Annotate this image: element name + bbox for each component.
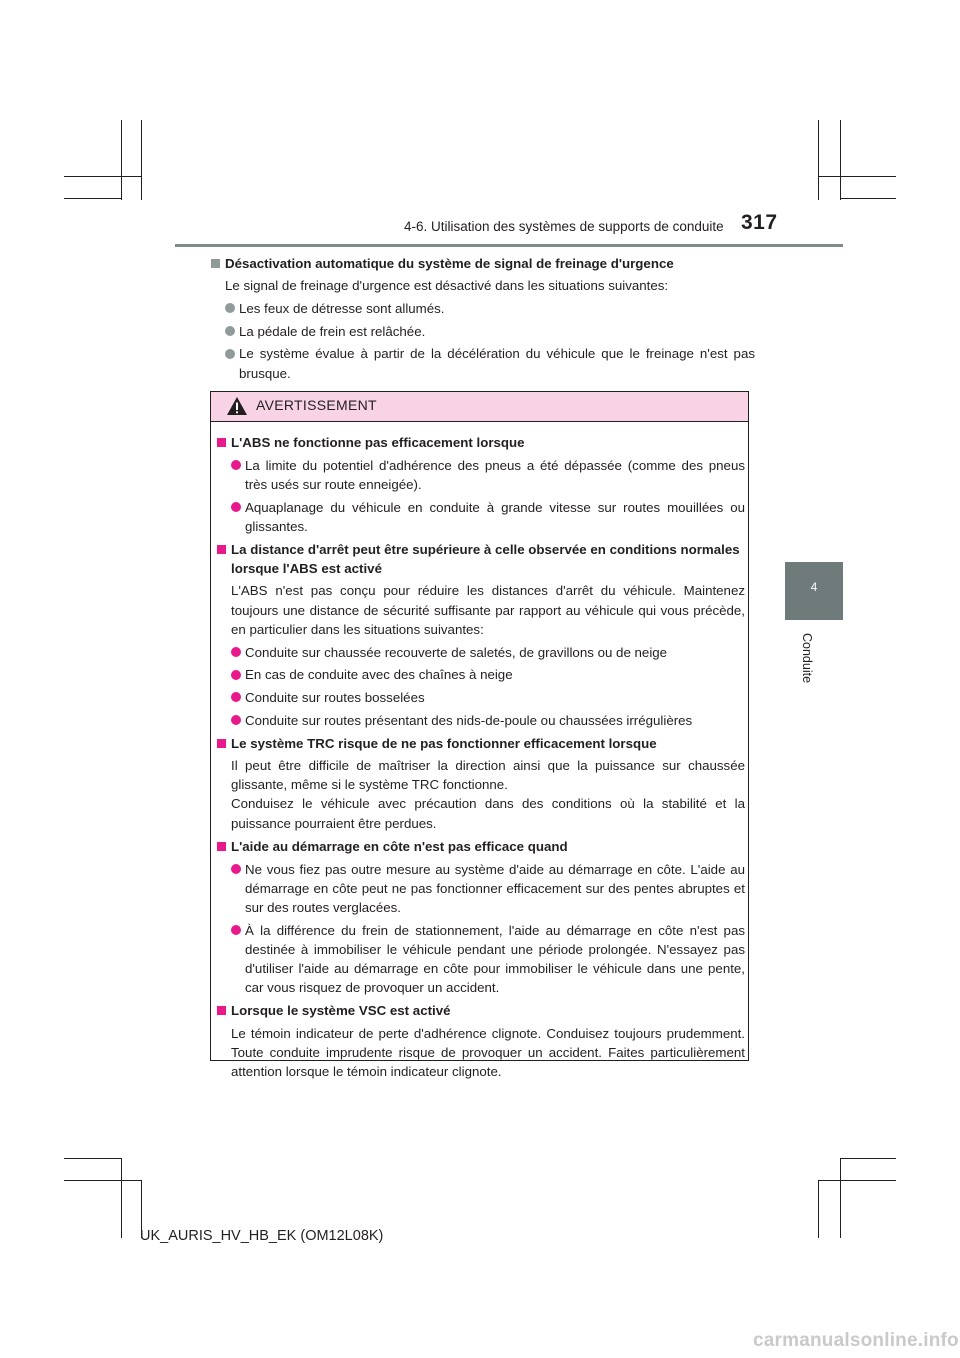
warning-list-item [216, 643, 745, 662]
warning-list-item-text: Ne vous fiez pas outre mesure au système d'aide au démarrage en côte. L'aide au démarrage en côte peut ne pas fonctionner efficacement sur des pentes abruptes et sur des routes verglacées. [245, 861, 745, 915]
page-number: 317 [741, 211, 778, 234]
header-rule [175, 244, 843, 247]
crop-mark [840, 1158, 896, 1159]
warning-paragraph [216, 581, 745, 639]
warning-section-heading [216, 837, 745, 856]
intro-section [210, 254, 755, 383]
crop-mark [141, 120, 142, 200]
list-item [210, 322, 755, 341]
section-heading-text: Désactivation automatique du système de signal de freinage d'urgence [225, 256, 674, 271]
warning-list-item [216, 456, 745, 494]
crop-mark [121, 120, 122, 200]
crop-mark [840, 1158, 841, 1238]
document-code: UK_AURIS_HV_HB_EK (OM12L08K) [140, 1228, 384, 1244]
warning-section-heading-text: La distance d'arrêt peut être supérieure à celle observée en conditions normales lorsque l'ABS est activé [231, 542, 740, 577]
list-item [210, 344, 755, 382]
warning-list-item [216, 860, 745, 918]
warning-list-item [216, 921, 745, 998]
warning-list-item-text: En cas de conduite avec des chaînes à neige [245, 667, 513, 683]
warning-section-heading [216, 540, 745, 578]
warning-section-heading-text: L'ABS ne fonctionne pas efficacement lorsque [231, 435, 525, 450]
running-header: 4-6. Utilisation des systèmes de supports de conduite [404, 219, 724, 234]
warning-list-item [216, 688, 745, 707]
warning-paragraph-line: Il peut être difficile de maîtriser la direction ainsi que la puissance sur chaussée glissante, même si le système TRC fonctionne. [231, 758, 745, 793]
section-heading [210, 254, 755, 273]
crop-mark [840, 120, 841, 200]
warning-list-item [216, 498, 745, 536]
crop-mark [818, 120, 819, 200]
watermark-text: carmanualsonline.info [753, 1330, 959, 1351]
crop-mark [64, 1180, 142, 1181]
circle-bullet-icon [231, 715, 241, 725]
warning-body [216, 433, 745, 1081]
chapter-tab [785, 562, 843, 620]
warning-list-item-text: À la différence du frein de stationnement, l'aide au démarrage en côte n'est pas destinée à immobiliser le véhicule pendant une période prolongée. N'essayez pas d'utiliser l'aide au démarrage en côte pour immobiliser le véhicule dans une pente, car vous risquez de provoquer un accident. [245, 922, 745, 996]
warning-list-item-text: Conduite sur routes bosselées [245, 689, 425, 705]
warning-section-heading-text: Lorsque le système VSC est activé [231, 1003, 451, 1019]
paragraph: Le signal de freinage d'urgence est désactivé dans les situations suivantes: [225, 278, 669, 294]
warning-paragraph-line: L'ABS n'est pas conçu pour réduire les distances d'arrêt du véhicule. Maintenez toujours une distance de sécurité suffisante par rapport au véhicule qui vous précède, en particulier dans les situations suivantes: [231, 583, 745, 637]
square-bullet-icon [217, 438, 226, 447]
crop-mark [64, 176, 142, 177]
warning-paragraph-line: Conduisez le véhicule avec précaution dans des conditions où la stabilité et la puissance pourraient être perdues. [231, 796, 745, 831]
square-bullet-icon [217, 545, 226, 554]
list-item-text: Le système évalue à partir de la décélération du véhicule que le freinage n'est pas brusque. [239, 346, 755, 381]
circle-bullet-icon [231, 925, 241, 935]
chapter-label: Conduite [800, 633, 814, 684]
list-item [210, 299, 755, 318]
warning-title: AVERTISSEMENT [256, 397, 377, 413]
warning-section-heading [216, 734, 745, 753]
warning-triangle-icon [226, 396, 248, 421]
circle-bullet-icon [231, 502, 241, 512]
crop-mark [64, 198, 122, 199]
circle-bullet-icon [231, 460, 241, 470]
warning-list-item [216, 711, 745, 730]
chapter-number: 4 [810, 580, 818, 594]
warning-list-item-text: La limite du potentiel d'adhérence des pneus a été dépassée (comme des pneus très usés sur route enneigée). [245, 457, 745, 492]
warning-list-item-text: Aquaplanage du véhicule en conduite à grande vitesse sur routes mouillées ou glissantes. [245, 499, 745, 534]
circle-bullet-icon [231, 670, 241, 680]
warning-section-heading [216, 1001, 745, 1020]
warning-section-heading-text: Le système TRC risque de ne pas fonctionner efficacement lorsque [231, 735, 657, 751]
square-bullet-icon [217, 1006, 226, 1015]
crop-mark [121, 1158, 122, 1238]
list-item-text: Les feux de détresse sont allumés. [239, 300, 445, 316]
circle-bullet-icon [231, 864, 241, 874]
warning-section-heading-text: L'aide au démarrage en côte n'est pas efficace quand [231, 838, 568, 854]
circle-bullet-icon [225, 326, 235, 336]
warning-list-item-text: Conduite sur routes présentant des nids-de-poule ou chaussées irrégulières [245, 712, 693, 728]
warning-paragraph-line: Le témoin indicateur de perte d'adhérence clignote. Conduisez toujours prudemment. Toute conduite imprudente risque de provoquer un accident. Faites particulièrement attention lorsque le témoin indicateur clignote. [231, 1025, 745, 1080]
crop-mark [840, 198, 896, 199]
crop-mark [818, 176, 896, 177]
list-item-text: La pédale de frein est relâchée. [239, 323, 426, 339]
square-bullet-icon [217, 842, 226, 851]
warning-section-heading [216, 433, 745, 452]
crop-mark [64, 1158, 122, 1159]
warning-list-item [216, 665, 745, 684]
warning-list-item-text: Conduite sur chaussée recouverte de saletés, de gravillons ou de neige [245, 644, 668, 660]
square-bullet-icon [217, 739, 226, 748]
warning-paragraph [216, 1024, 745, 1082]
circle-bullet-icon [225, 349, 235, 359]
square-bullet-icon [211, 259, 220, 268]
circle-bullet-icon [225, 303, 235, 313]
circle-bullet-icon [231, 647, 241, 657]
warning-header [211, 392, 748, 422]
circle-bullet-icon [231, 692, 241, 702]
warning-box [210, 391, 749, 1080]
crop-mark [818, 1180, 819, 1238]
crop-mark [818, 1180, 896, 1181]
warning-paragraph [216, 756, 745, 833]
